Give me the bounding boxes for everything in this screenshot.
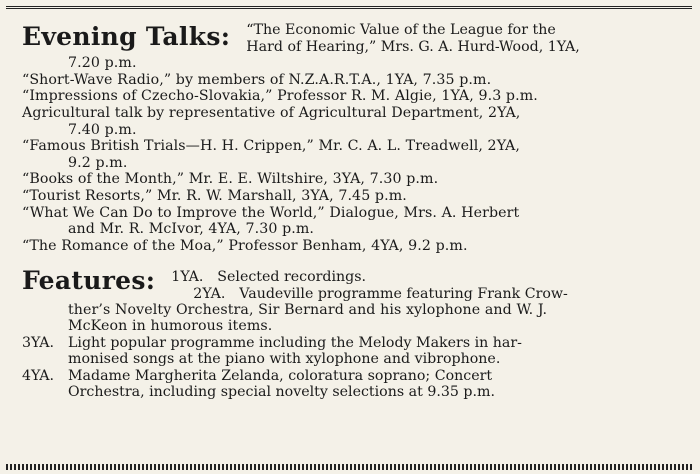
program-listing <box>22 22 670 401</box>
talk-line: “Impressions of Czecho-Slovakia,” Professor R. M. Algie, 1YA, 9.3 p.m. <box>22 88 538 105</box>
talk-item <box>22 171 670 188</box>
features-section <box>22 266 670 401</box>
feature-2ya-cont <box>22 302 670 335</box>
talk-line: 9.2 p.m. <box>68 154 128 171</box>
station-label: 2YA. <box>193 285 226 302</box>
feature-first-line <box>22 368 670 385</box>
talk-item <box>22 238 670 255</box>
station-label: 1YA. <box>171 269 204 286</box>
talk-line: and Mr. R. McIvor, 4YA, 7.30 p.m. <box>68 221 315 238</box>
feature-item <box>22 335 670 368</box>
evening-talks-heading: Evening Talks: <box>22 22 231 51</box>
feature-item <box>22 368 670 401</box>
talk-item <box>22 105 670 138</box>
feature-text: ther’s Novelty Orchestra, Sir Bernard and his xylophone and W. J. <box>68 301 548 318</box>
feature-first-line <box>22 335 670 352</box>
feature-text: Selected recordings. <box>217 269 367 286</box>
talk-line: Agricultural talk by representative of Agricultural Department, 2YA, <box>22 104 521 121</box>
first-talk-intro <box>246 22 580 55</box>
feature-text: monised songs at the piano with xylophone and vibrophone. <box>68 351 501 368</box>
talk-item <box>22 138 670 171</box>
talk-line: “What We Can Do to Improve the World,” Dialogue, Mrs. A. Herbert <box>22 204 520 221</box>
features-heading: Features: <box>22 266 156 296</box>
talk-line: Hard of Hearing,” Mrs. G. A. Hurd-Wood, 1YA, <box>246 38 580 55</box>
talk-item <box>22 205 670 238</box>
talk-line: “The Romance of the Moa,” Professor Benham, 4YA, 9.2 p.m. <box>22 237 468 254</box>
talks-list <box>22 72 670 255</box>
feature-text: Vaudeville programme featuring Frank Crow- <box>239 285 568 302</box>
feature-text: Light popular programme including the Melody Makers in har- <box>68 334 522 351</box>
top-rule <box>6 6 692 9</box>
station-label: 3YA. <box>22 334 55 351</box>
talk-line: “Tourist Resorts,” Mr. R. W. Marshall, 3YA, 7.45 p.m. <box>22 187 407 204</box>
feature-text: McKeon in humorous items. <box>68 318 273 335</box>
talk-item <box>22 88 670 105</box>
features-list <box>22 335 670 401</box>
talk-line: “The Economic Value of the League for the <box>246 22 556 38</box>
feature-1ya <box>171 266 568 302</box>
feature-2ya-first <box>171 286 568 303</box>
feature-text: Madame Margherita Zelanda, coloratura soprano; Concert <box>68 367 493 384</box>
evening-talks-section <box>22 22 670 254</box>
station-label: 4YA. <box>22 367 55 384</box>
talk-line: “Short-Wave Radio,” by members of N.Z.A.R.T.A., 1YA, 7.35 p.m. <box>22 71 492 88</box>
feature-text: Orchestra, including special novelty selections at 9.35 p.m. <box>68 384 495 401</box>
talk-item <box>22 72 670 89</box>
talk-line: “Famous British Trials—H. H. Crippen,” Mr. C. A. L. Treadwell, 2YA, <box>22 138 521 155</box>
talk-line: 7.40 p.m. <box>68 121 137 138</box>
talk-item <box>22 188 670 205</box>
first-talk-time: 7.20 p.m. <box>68 55 137 72</box>
bottom-rule <box>6 464 692 470</box>
talk-line: “Books of the Month,” Mr. E. E. Wiltshire, 3YA, 7.30 p.m. <box>22 171 439 188</box>
